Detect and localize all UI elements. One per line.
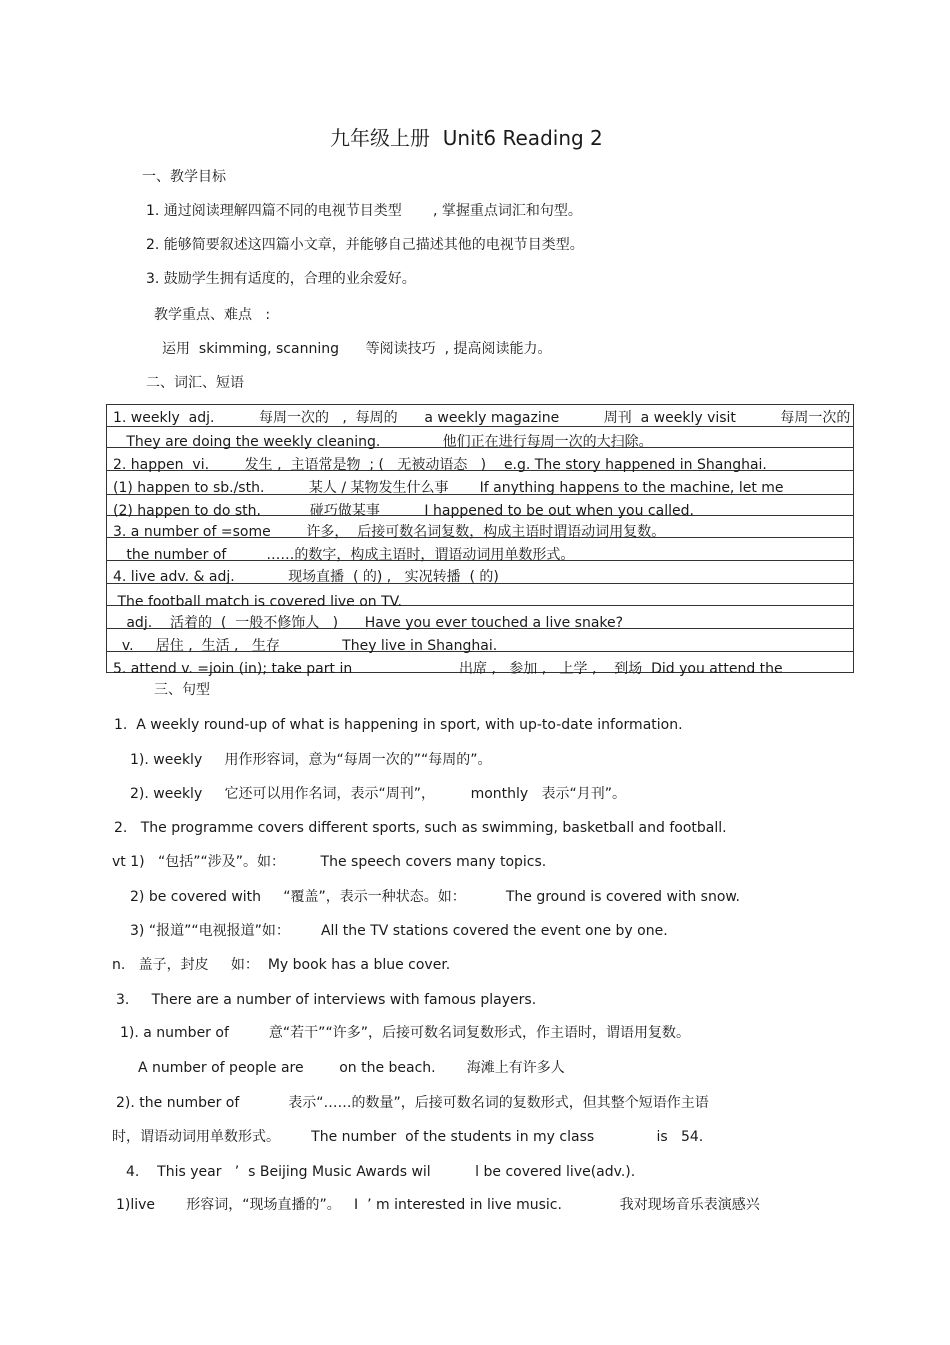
vocab-row: (1) happen to sb./sth. 某人 / 某物发生什么事 If anything happens to the machine, let me: [113, 480, 784, 496]
page-title: 九年级上册 Unit6 Reading 2: [330, 126, 603, 150]
goal-item: 2. 能够简要叙述这四篇小文章，并能够自己描述其他的电视节目类型。: [146, 237, 584, 253]
sentence-line: 1. A weekly round-up of what is happening in sport, with up-to-date information.: [114, 717, 683, 733]
focus-heading: 教学重点、难点 :: [154, 307, 271, 323]
sentence-line: 时，谓语动词用单数形式。 The number of the students in my class is 54.: [112, 1129, 704, 1145]
sentence-line: 1)live 形容词，“现场直播的”。 I ’ m interested in live music. 我对现场音乐表演感兴: [116, 1197, 760, 1213]
section-heading-vocabulary: 二、词汇、短语: [146, 375, 244, 391]
vocab-row: They are doing the weekly cleaning. 他们正在进行每周一次的大扫除。: [113, 434, 653, 450]
sentence-line: 2). the number of 表示“……的数量”，后接可数名词的复数形式，但其整个短语作主语: [116, 1095, 709, 1111]
sentence-line: 3) “报道”“电视报道”如： All the TV stations covered the event one by one.: [130, 923, 668, 939]
sentence-line: 2. The programme covers different sports, such as swimming, basketball and football.: [114, 820, 727, 836]
sentence-line: n. 盖子，封皮 如： My book has a blue cover.: [112, 957, 451, 973]
section-heading-sentences: 三、句型: [154, 682, 210, 698]
sentence-line: 1). weekly 用作形容词，意为“每周一次的”“每周的”。: [130, 752, 492, 768]
vocab-row: 5. attend v. =join (in); take part in 出席 , 参加 , 上学 , 到场 Did you attend the: [113, 661, 783, 677]
sentence-line: vt 1) “包括”“涉及”。如： The speech covers many topics.: [112, 854, 547, 870]
section-heading-goals: 一、教学目标: [142, 169, 226, 185]
vocab-row: 1. weekly adj. 每周一次的 , 每周的 a weekly magazine 周刊 a weekly visit 每周一次的: [113, 410, 851, 426]
sentence-line: 2) be covered with “覆盖”，表示一种状态。如： The ground is covered with snow.: [130, 889, 741, 905]
vocab-row: 4. live adv. & adj. 现场直播 ( 的) , 实况转播 ( 的): [113, 569, 499, 585]
vocab-row: v. 居住 , 生活 , 生存 They live in Shanghai.: [113, 638, 498, 654]
focus-text: 运用 skimming, scanning 等阅读技巧 , 提高阅读能力。: [162, 341, 552, 357]
vocab-row: the number of ……的数字，构成主语时，谓语动词用单数形式。: [113, 547, 575, 563]
sentence-line: A number of people are on the beach. 海滩上有许多人: [138, 1060, 565, 1076]
sentence-line: 2). weekly 它还可以用作名词，表示“周刊”， monthly 表示“月刊”。: [130, 786, 627, 802]
vocab-row: (2) happen to do sth. 碰巧做某事 I happened to be out when you called.: [113, 503, 694, 519]
vocab-row: 2. happen vi. 发生 , 主语常是物 ; ( 无被动语态 ) e.g. The story happened in Shanghai.: [113, 457, 767, 473]
vocab-row: 3. a number of =some 许多， 后接可数名词复数，构成主语时谓语动词用复数。: [113, 524, 666, 540]
vocab-row: adj. 活着的 ( 一般不修饰人 ) Have you ever touched a live snake?: [113, 615, 624, 631]
sentence-line: 3. There are a number of interviews with famous players.: [116, 992, 537, 1008]
goal-item: 3. 鼓励学生拥有适度的，合理的业余爱好。: [146, 271, 416, 287]
vocab-row: The football match is covered live on TV.: [113, 594, 402, 610]
goal-item: 1. 通过阅读理解四篇不同的电视节目类型 , 掌握重点词汇和句型。: [146, 203, 582, 219]
vocabulary-table: [106, 404, 854, 677]
sentence-line: 4. This year ’ s Beijing Music Awards wil l be covered live(adv.).: [126, 1164, 636, 1180]
sentence-line: 1). a number of 意“若干”“许多”，后接可数名词复数形式，作主语时，谓语用复数。: [120, 1025, 690, 1041]
